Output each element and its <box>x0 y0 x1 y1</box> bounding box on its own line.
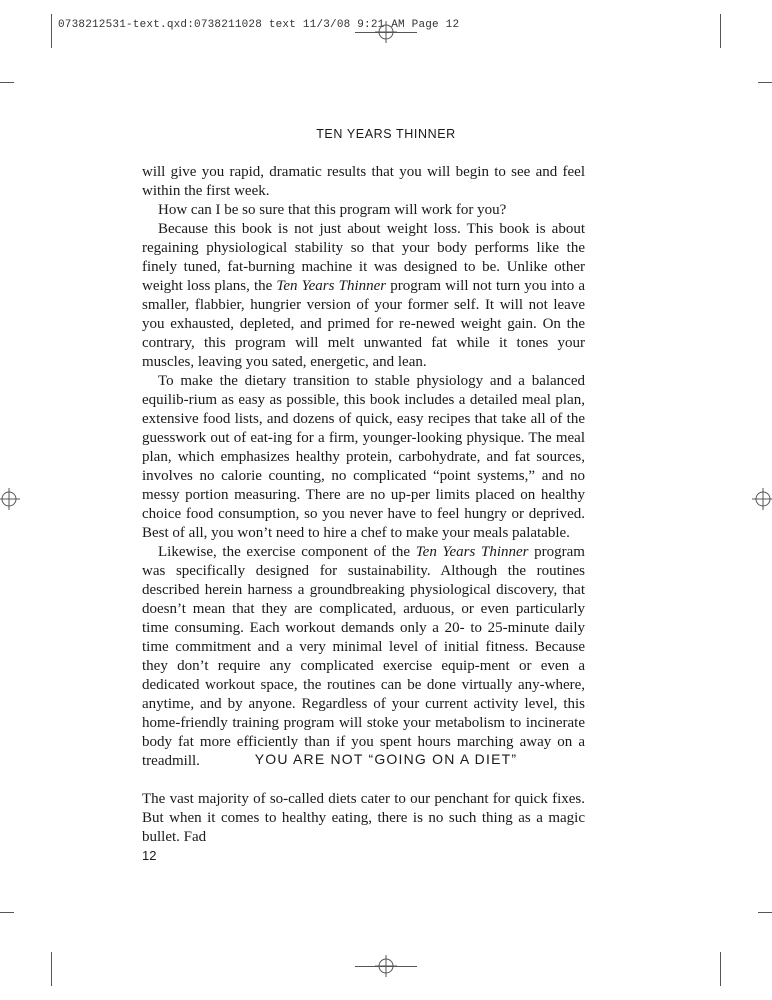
paragraph-text: How can I be so sure that this program will work for you? <box>158 202 507 218</box>
registration-mark-icon <box>752 488 772 510</box>
paragraph <box>142 372 585 543</box>
book-title: Ten Years Thinner <box>415 544 529 560</box>
slug-line: 0738212531-text.qxd:0738211028 text 11/3/08 9:21 AM Page 12 <box>58 19 460 31</box>
paragraph <box>142 543 585 771</box>
crop-mark-right-upper <box>758 82 772 83</box>
body-text <box>142 163 585 771</box>
crop-mark-bottom-right <box>720 952 721 986</box>
paragraph-text: program will not turn you into a smaller, flabbier, hungrier version of your former self. It will not leave you exhausted, depleted, and primed for re-newed weight gain. On the contrary, this program will melt unwanted fat while it tones your muscles, leaving you sated, energetic, and lean. <box>142 278 585 370</box>
paragraph <box>142 163 585 201</box>
paragraph-text: To make the dietary transition to stable physiology and a balanced equilib-rium as easy as possible, this book includes a detailed meal plan, extensive food lists, and dozens of quick, easy recipes that take all of the guesswork out of eat-ing for a firm, younger-looking physique. The meal plan, which emphasizes healthy protein, carbohydrate, and fat sources, involves no calorie counting, no complicated “point systems,” and no messy portion measuring. There are no up-per limits placed on healthy choice food consumption, so you never have to feel hungry or deprived. Best of all, you won’t need to hire a chef to make your meals palatable. <box>142 373 585 541</box>
crop-mark-left-upper <box>0 82 14 83</box>
crop-mark-top-right <box>720 14 721 48</box>
running-head: TEN YEARS THINNER <box>316 127 456 141</box>
crop-mark-left-lower <box>0 912 14 913</box>
crop-mark-top-left <box>51 14 52 48</box>
page-number: 12 <box>142 848 157 863</box>
section-text <box>142 790 585 847</box>
paragraph-text: will give you rapid, dramatic results that you will begin to see and feel within the first week. <box>142 164 585 199</box>
book-title: Ten Years Thinner <box>276 278 387 294</box>
paragraph <box>142 201 585 220</box>
crop-mark-right-lower <box>758 912 772 913</box>
paragraph-text: Likewise, the exercise component of the <box>158 544 416 560</box>
section-heading: YOU ARE NOT “GOING ON A DIET” <box>254 751 518 767</box>
paragraph: The vast majority of so-called diets cater to our penchant for quick fixes. But when it comes to healthy eating, there is no such thing as a magic bullet. Fad <box>142 791 585 845</box>
paragraph <box>142 220 585 372</box>
paragraph-text: Because this book is not just about weight loss. This book is about regaining physiological stability so that your body performs like the finely tuned, fat-burning machine it was designed to be. Unlike other weight loss plans, the <box>142 221 585 294</box>
crop-mark-bottom-left <box>51 952 52 986</box>
paragraph-text: program was specifically designed for sustainability. Although the routines described herein harness a groundbreaking physiological discovery, that doesn’t mean that they are complicated, arduous, or even particularly time consuming. Each workout demands only a 20- to 25-minute daily time commitment and a very minimal level of initial fitness. Because they don’t require any complicated exercise equip-ment or even a dedicated workout space, the routines can be done virtually any-where, anytime, and by anyone. Regardless of your current activity level, this home-friendly training program will stoke your metabolism to incinerate body fat more efficiently than if you spent hours marching away on a treadmill. <box>142 544 585 769</box>
registration-mark-icon <box>0 488 20 510</box>
registration-line <box>355 32 417 33</box>
registration-line <box>355 966 417 967</box>
